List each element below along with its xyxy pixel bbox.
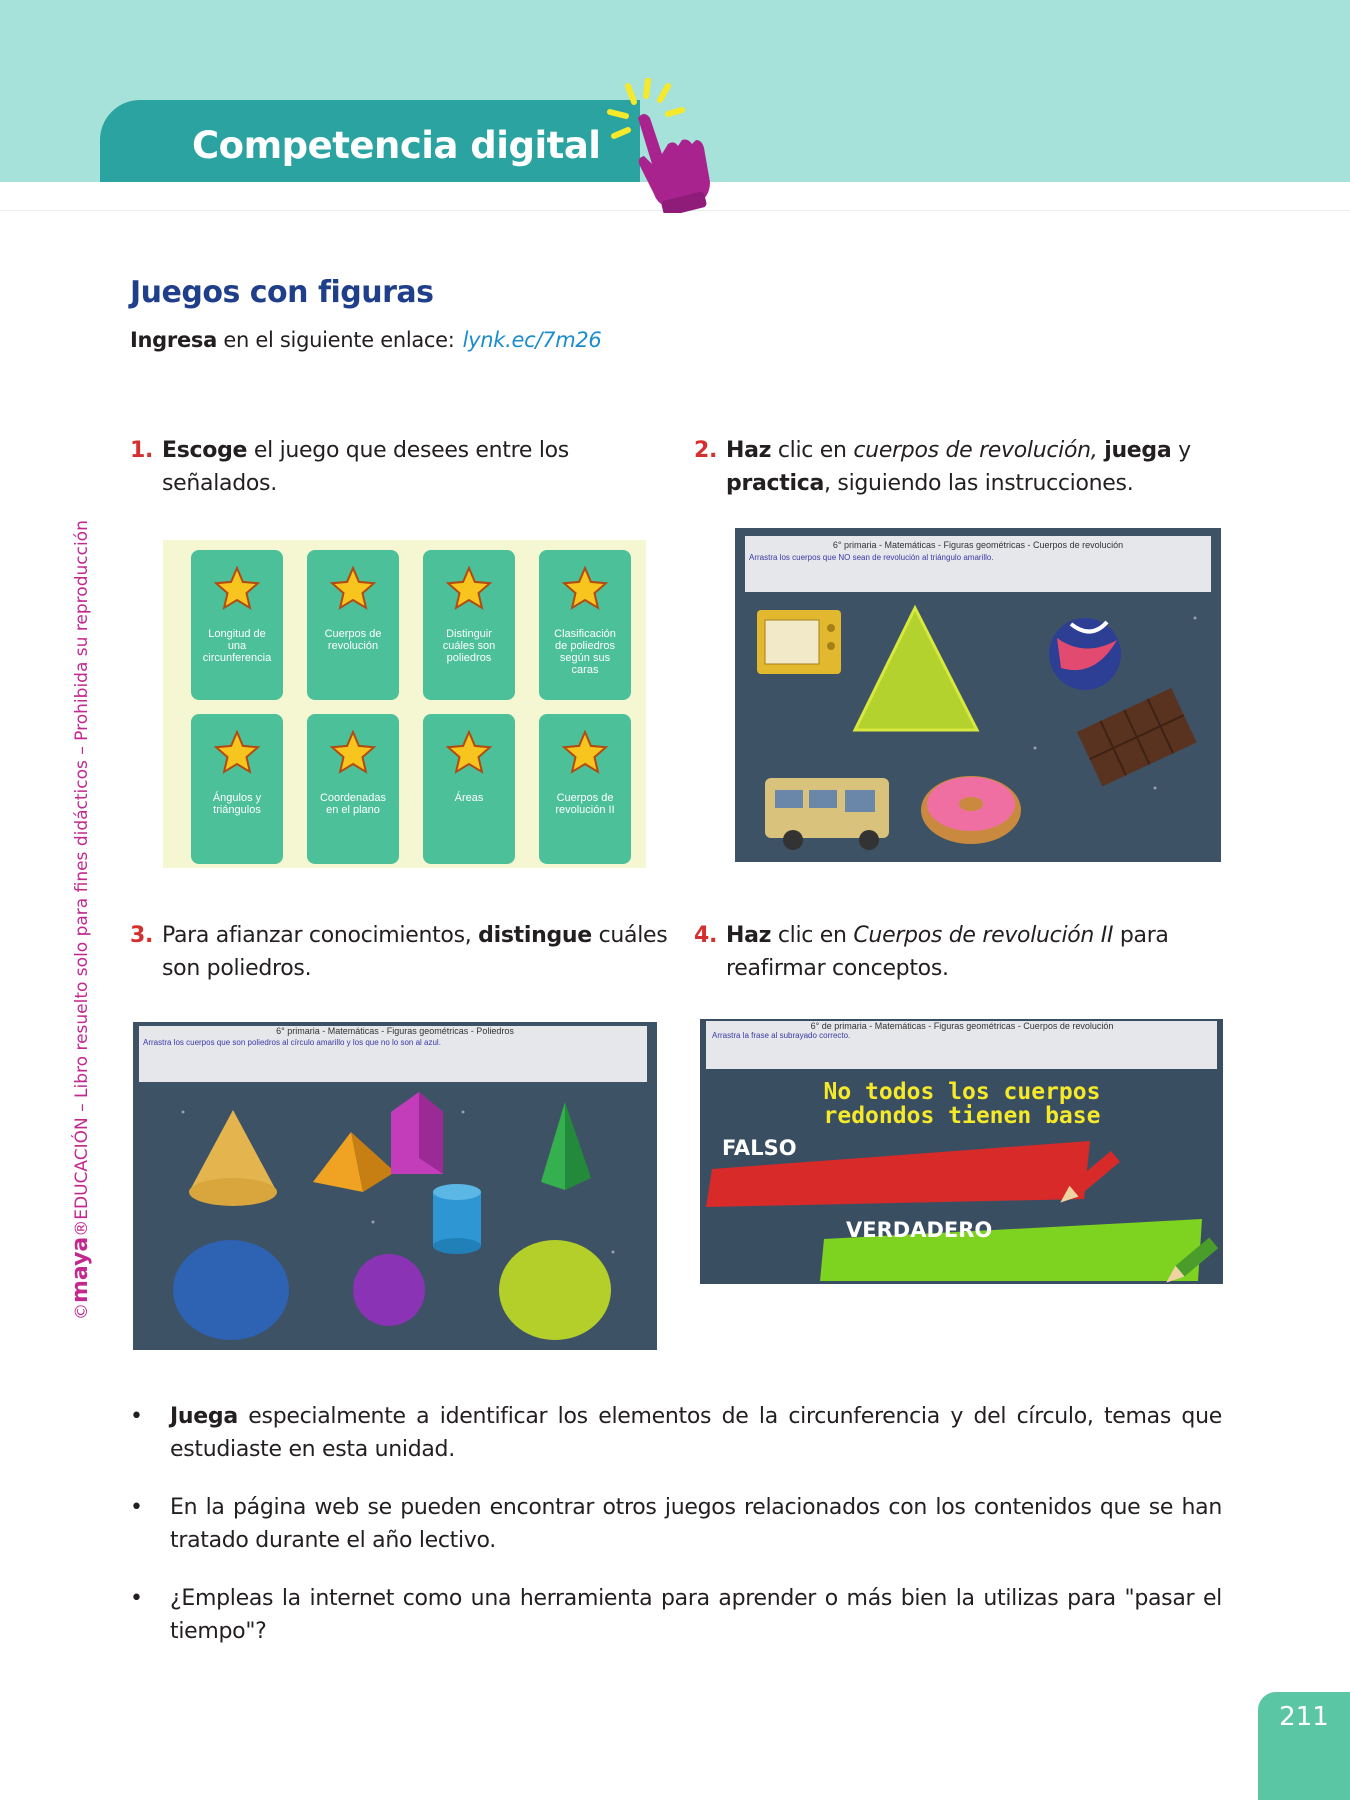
bullet-item: • ¿Empleas la internet como una herramienta para aprender o más bien la utilizas para "pasar el tiempo"? <box>130 1586 1222 1644</box>
game-card-label: Ángulos y <box>212 792 262 804</box>
step-4: 4. Haz clic en Cuerpos de revolución II para reafirmar conceptos. <box>694 923 1169 981</box>
screen3-header: 6° primaria - Matemáticas - Figuras geométricas - Poliedros <box>276 1026 514 1036</box>
screen4-header: 6° de primaria - Matemáticas - Figuras geométricas - Cuerpos de revolución <box>810 1021 1114 1031</box>
sphere-shape[interactable] <box>353 1254 425 1326</box>
brand-logo: maya <box>68 1236 93 1303</box>
screen2-header: 6° primaria - Matemáticas - Figuras geométricas - Cuerpos de revolución <box>832 540 1124 550</box>
game-card[interactable] <box>539 550 631 700</box>
game-card-label: circunferencia <box>202 652 272 664</box>
game-card[interactable] <box>423 714 515 864</box>
yellow-circle-target[interactable] <box>499 1240 611 1340</box>
step-2: 2. Haz clic en cuerpos de revolución, juega y practica, siguiendo las instrucciones. <box>694 438 1191 496</box>
game-card[interactable] <box>307 714 399 864</box>
bullet-item: • Juega especialmente a identificar los elementos de la circunferencia y del círculo, temas que estudiaste en esta unidad. <box>130 1404 1222 1462</box>
polyhedra-game-screenshot <box>133 1022 657 1350</box>
game-card-label: de poliedros <box>555 640 615 652</box>
true-false-game-screenshot <box>700 1019 1223 1284</box>
intro-line: Ingresa en el siguiente enlace: lynk.ec/7m26 <box>130 328 602 352</box>
bullet-item: • En la página web se pueden encontrar otros juegos relacionados con los contenidos que se han tratado durante el año lectivo. <box>130 1495 1222 1553</box>
page-number: 211 <box>1279 1702 1329 1732</box>
step-1: 1. Escoge el juego que desees entre los señalados. <box>130 438 569 496</box>
section-title: Juegos con figuras <box>130 275 434 310</box>
screen4-instruction: Arrastra la frase al subrayado correcto. <box>712 1031 851 1040</box>
game-card-label: revolución II <box>555 804 615 816</box>
game-card-label: según sus <box>559 652 611 664</box>
pointing-hand-icon <box>598 78 718 213</box>
game-card-label: Cuerpos de <box>324 628 382 640</box>
screen3-instruction: Arrastra los cuerpos que son poliedros al círculo amarillo y los que no lo son al azul. <box>143 1038 441 1047</box>
game-card-label: una <box>227 640 247 652</box>
game-card-label: en el plano <box>326 804 380 816</box>
statement-line-2: redondos tienen base <box>823 1103 1101 1129</box>
game-card-label: poliedros <box>446 652 492 664</box>
game-card-label: revolución <box>327 640 379 652</box>
game-card[interactable] <box>539 714 631 864</box>
blue-circle-target[interactable] <box>173 1240 289 1340</box>
copyright-notice: ©maya®EDUCACIÓN – Libro resuelto solo para fines didácticos – Prohibida su reproducción <box>68 520 93 1320</box>
option-false[interactable]: FALSO <box>722 1136 797 1160</box>
game-card[interactable] <box>191 714 283 864</box>
game-card-label: Distinguir <box>446 628 492 640</box>
game-menu-screenshot <box>163 540 646 868</box>
game-card-label: triángulos <box>213 804 261 816</box>
page-title: Competencia digital <box>192 124 601 167</box>
cylinder-shape[interactable] <box>433 1184 481 1254</box>
screen2-instruction: Arrastra los cuerpos que NO sean de revolución al triángulo amarillo. <box>749 553 994 562</box>
game-link[interactable]: lynk.ec/7m26 <box>462 328 602 352</box>
option-true[interactable]: VERDADERO <box>846 1218 993 1242</box>
bullet-list <box>130 1400 1222 1673</box>
step-3: 3. Para afianzar conocimientos, distingue cuáles son poliedros. <box>130 923 668 981</box>
game-card-label: Áreas <box>454 792 484 804</box>
game-card[interactable] <box>307 550 399 700</box>
game-card-label: Longitud de <box>208 628 266 640</box>
game-card[interactable] <box>191 550 283 700</box>
game-card-label: cuáles son <box>442 640 496 652</box>
game-card-label: caras <box>571 664 599 676</box>
game-card-label: Coordenadas <box>319 792 387 804</box>
revolution-game-screenshot <box>735 528 1221 862</box>
game-card-label: Cuerpos de <box>556 792 614 804</box>
statement-line-1: No todos los cuerpos <box>823 1079 1101 1105</box>
game-card-label: Clasificación <box>554 628 616 640</box>
game-card[interactable] <box>423 550 515 700</box>
donut-shape[interactable] <box>921 776 1021 844</box>
